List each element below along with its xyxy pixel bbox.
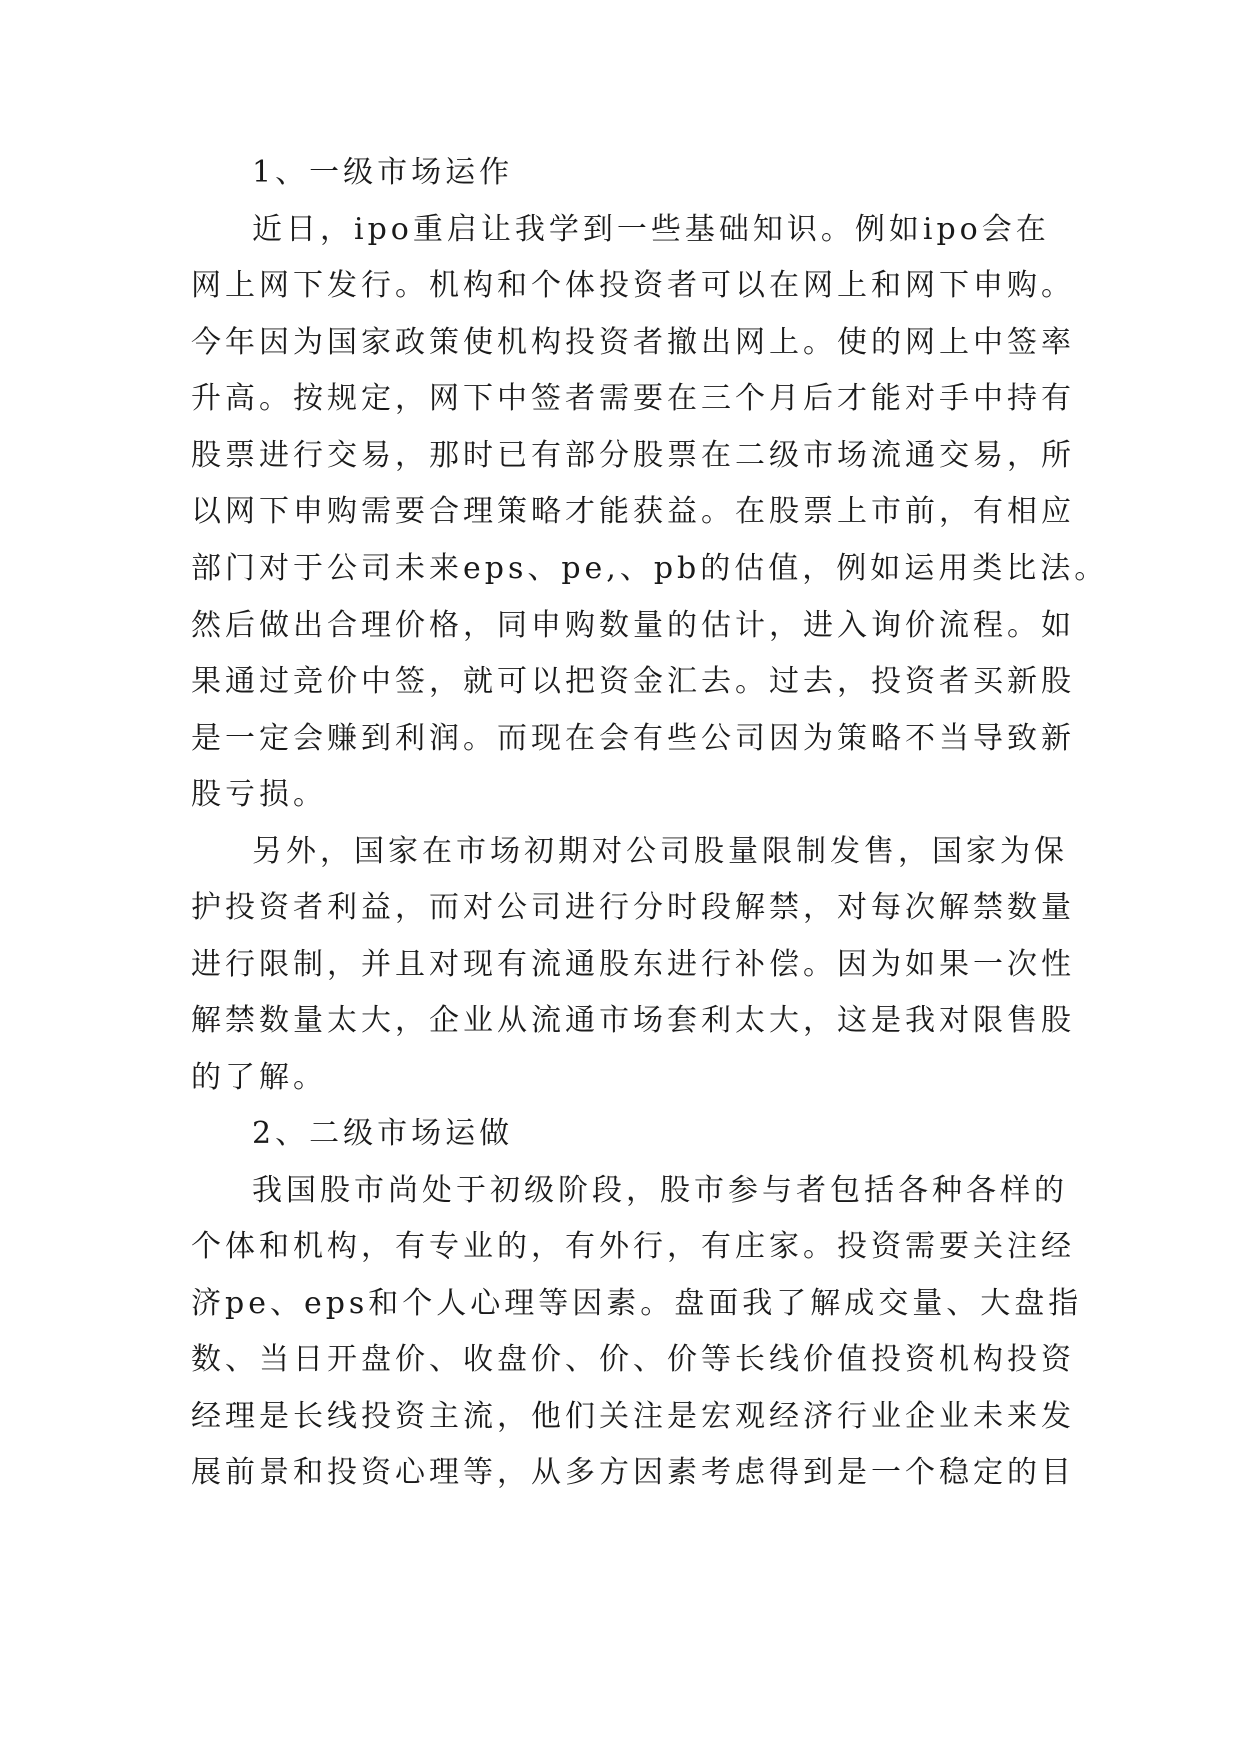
paragraph-line: 展前景和投资心理等，从多方因素考虑得到是一个稳定的目 (191, 1455, 1075, 1490)
section-heading-2: 2、二级市场运做 (252, 1116, 514, 1151)
paragraph-line: 股亏损。 (191, 777, 327, 812)
paragraph-line: 股票进行交易，那时已有部分股票在二级市场流通交易，所 (191, 438, 1075, 473)
paragraph-line: 数、当日开盘价、收盘价、价、价等长线价值投资机构投资 (191, 1342, 1075, 1377)
paragraph-line: 我国股市尚处于初级阶段，股市参与者包括各种各样的 (252, 1173, 1068, 1208)
paragraph-line: 经理是长线投资主流，他们关注是宏观经济行业企业未来发 (191, 1399, 1075, 1434)
paragraph-line: 解禁数量太大，企业从流通市场套利太大，这是我对限售股 (191, 1003, 1075, 1038)
paragraph-line: 护投资者利益，而对公司进行分时段解禁，对每次解禁数量 (191, 890, 1075, 925)
paragraph-line: 进行限制，并且对现有流通股东进行补偿。因为如果一次性 (191, 947, 1075, 982)
paragraph-line: 今年因为国家政策使机构投资者撤出网上。使的网上中签率 (191, 325, 1075, 360)
paragraph-line: 另外，国家在市场初期对公司股量限制发售，国家为保 (252, 834, 1068, 869)
paragraph-line: 个体和机构，有专业的，有外行，有庄家。投资需要关注经 (191, 1229, 1075, 1264)
paragraph-line: 的了解。 (191, 1060, 327, 1095)
paragraph-line: 升高。按规定，网下中签者需要在三个月后才能对手中持有 (191, 381, 1075, 416)
paragraph-line: 近日，ipo重启让我学到一些基础知识。例如ipo会在 (252, 212, 1050, 247)
paragraph-line: 以网下申购需要合理策略才能获益。在股票上市前，有相应 (191, 494, 1075, 529)
paragraph-line: 网上网下发行。机构和个体投资者可以在网上和网下申购。 (191, 268, 1075, 303)
paragraph-line: 是一定会赚到利润。而现在会有些公司因为策略不当导致新 (191, 721, 1075, 756)
paragraph-line: 果通过竞价中签，就可以把资金汇去。过去，投资者买新股 (191, 664, 1075, 699)
paragraph-line: 部门对于公司未来eps、pe,、pb的估值，例如运用类比法。 (191, 551, 1109, 586)
section-heading-1: 1、一级市场运作 (252, 155, 514, 190)
paragraph-line: 然后做出合理价格，同申购数量的估计，进入询价流程。如 (191, 608, 1075, 643)
paragraph-line: 济pe、eps和个人心理等因素。盘面我了解成交量、大盘指 (191, 1286, 1083, 1321)
